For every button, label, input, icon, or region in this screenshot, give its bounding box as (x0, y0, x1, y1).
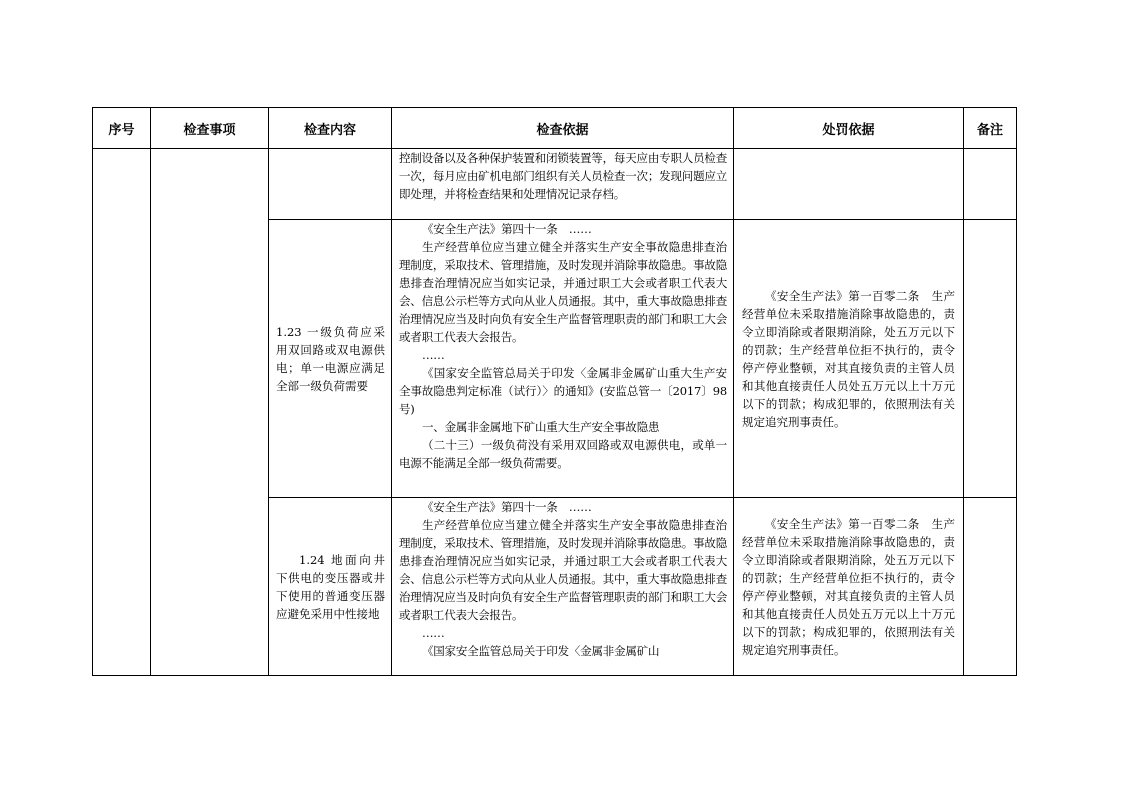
item-cell (151, 149, 269, 676)
basis-paragraph: 一、金属非金属地下矿山重大生产安全事故隐患 (422, 420, 660, 434)
penalty-cell (734, 220, 964, 498)
basis-paragraph: …… (422, 348, 445, 362)
header-seq: 序号 (93, 108, 151, 149)
penalty-cell (734, 149, 964, 220)
basis-cell (392, 498, 734, 676)
basis-paragraph: …… (422, 626, 445, 640)
basis-paragraph: （二十三）一级负荷没有采用双回路或双电源供电，或单一电源不能满足全部一级负荷需要。 (399, 438, 727, 470)
header-item: 检查事项 (151, 108, 269, 149)
remark-cell (964, 498, 1017, 676)
seq-cell (93, 149, 151, 676)
inspection-table (92, 107, 1017, 676)
content-cell: 1.24 地面向井下供电的变压器或井下使用的普通变压器应避免采用中性接地 (269, 498, 392, 676)
content-cell (269, 149, 392, 220)
header-row (93, 108, 1017, 149)
header-penalty: 处罚依据 (734, 108, 964, 149)
basis-cell (392, 220, 734, 498)
remark-cell (964, 220, 1017, 498)
remark-cell (964, 149, 1017, 220)
basis-paragraph: 生产经营单位应当建立健全并落实生产安全事故隐患排查治理制度，采取技术、管理措施，及时发现并消除事故隐患。事故隐患排查治理情况应当如实记录，并通过职工大会或者职工代表大会、信息公示栏等方式向从业人员通报。其中，重大事故隐患排查治理情况应当及时向负有安全生产监督管理职责的部门和职工大会或者职工代表大会报告。 (399, 240, 727, 344)
penalty-cell (734, 498, 964, 676)
content-cell: 1.23 一级负荷应采用双回路或双电源供电；单一电源应满足全部一级负荷需要 (269, 220, 392, 498)
table-row (93, 149, 1017, 220)
header-content: 检查内容 (269, 108, 392, 149)
basis-cell (392, 149, 734, 220)
header-basis: 检查依据 (392, 108, 734, 149)
basis-paragraph: 生产经营单位应当建立健全并落实生产安全事故隐患排查治理制度，采取技术、管理措施，及时发现并消除事故隐患。事故隐患排查治理情况应当如实记录，并通过职工大会或者职工代表大会、信息公示栏等方式向从业人员通报。其中，重大事故隐患排查治理情况应当及时向负有安全生产监督管理职责的部门和职工大会或者职工代表大会报告。 (399, 518, 727, 622)
basis-paragraph: 《安全生产法》第四十一条 …… (422, 500, 592, 514)
basis-paragraph: 《国家安全监管总局关于印发〈金属非金属矿山重大生产安全事故隐患判定标准（试行）〉的通知》(安监总管一〔2017〕98 号) (399, 366, 727, 416)
basis-paragraph: 控制设备以及各种保护装置和闭锁装置等，每天应由专职人员检查一次，每月应由矿机电部门组织有关人员检查一次；发现问题应立即处理，并将检查结果和处理情况记录存档。 (399, 151, 727, 201)
penalty-paragraph: 《安全生产法》第一百零二条 生产经营单位未采取措施消除事故隐患的，责令立即消除或者限期消除，处五万元以下的罚款；生产经营单位拒不执行的，责令停产停业整顿，对其直接负责的主管人员和其他直接责任人员处五万元以上十万元以下的罚款；构成犯罪的，依照刑法有关规定追究刑事责任。 (742, 516, 955, 657)
header-remark: 备注 (964, 108, 1017, 149)
penalty-paragraph: 《安全生产法》第一百零二条 生产经营单位未采取措施消除事故隐患的，责令立即消除或者限期消除，处五万元以下的罚款；生产经营单位拒不执行的，责令停产停业整顿，对其直接负责的主管人员和其他直接责任人员处五万元以上十万元以下的罚款；构成犯罪的，依照刑法有关规定追究刑事责任。 (742, 288, 955, 429)
basis-paragraph: 《国家安全监管总局关于印发〈金属非金属矿山 (422, 644, 660, 658)
basis-paragraph: 《安全生产法》第四十一条 …… (422, 222, 592, 236)
